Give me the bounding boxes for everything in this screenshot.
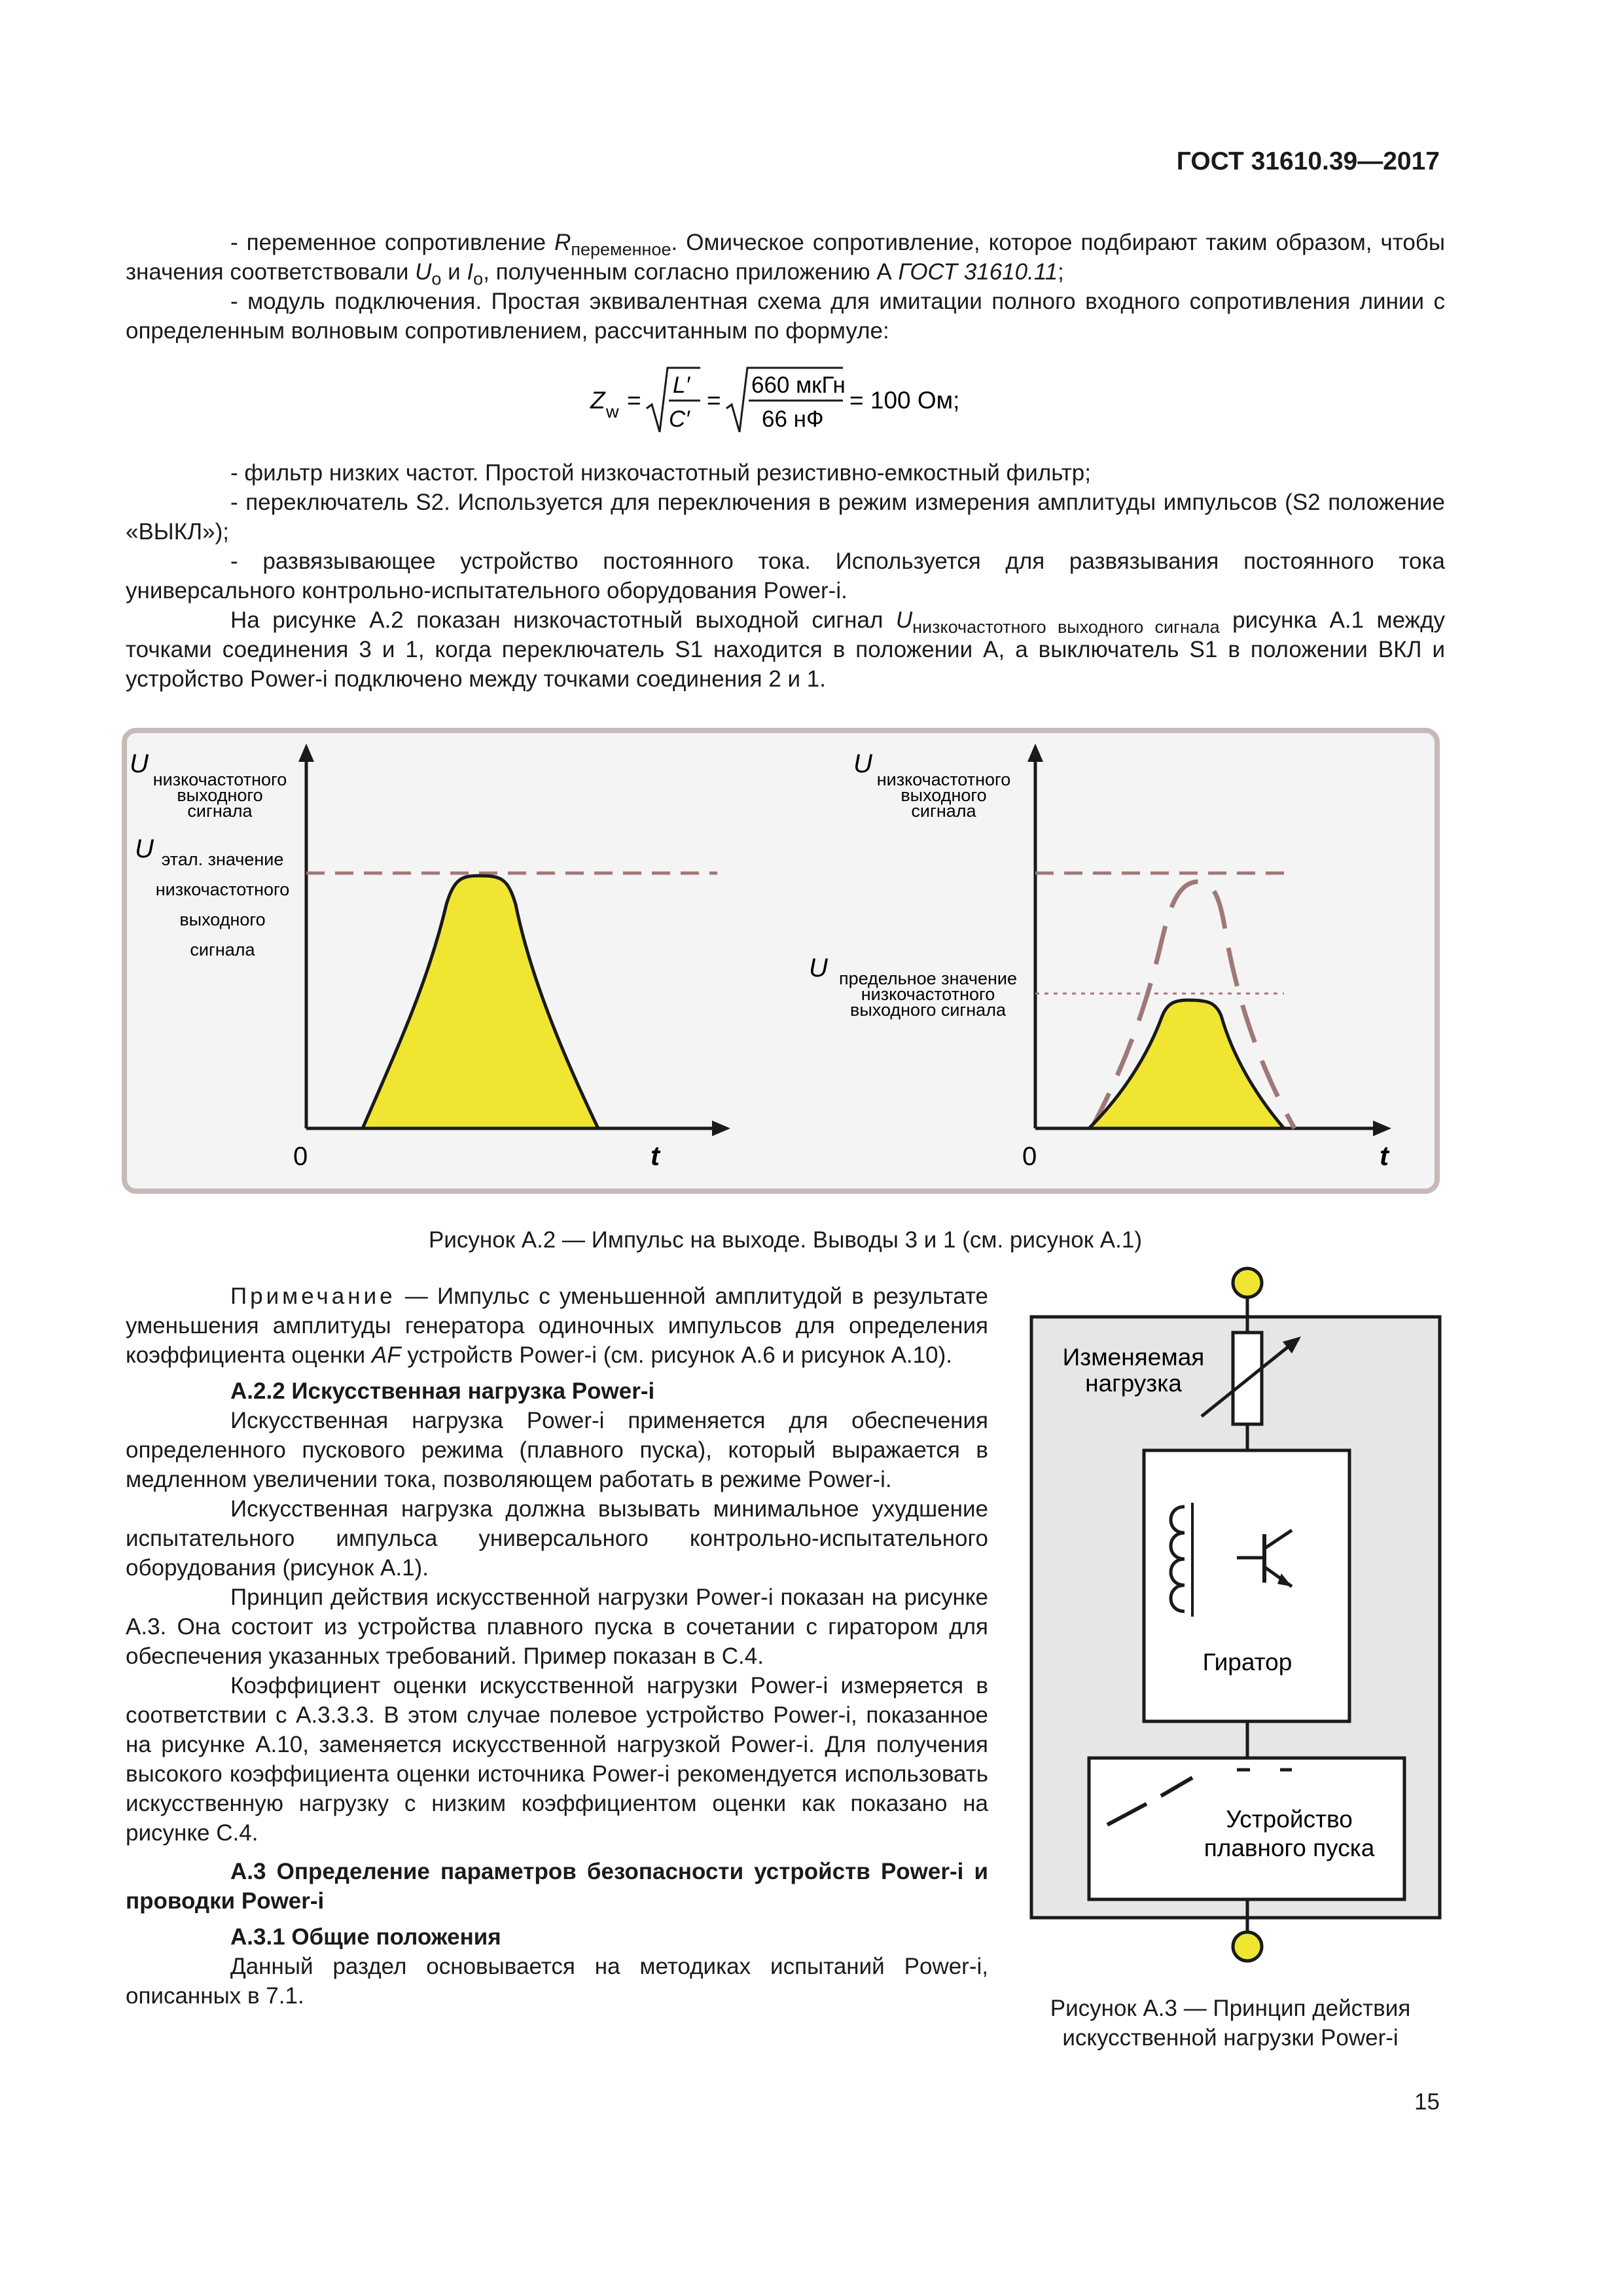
figure-a2: [122, 728, 1440, 1194]
formula-result: = 100 Ом;: [849, 387, 960, 414]
paragraph-lowpass-filter: - фильтр низких частот. Простой низкочастотный резистивно-емкостный фильтр;: [230, 460, 1091, 486]
heading-a31: А.3.1 Общие положения: [230, 1924, 501, 1950]
page-number: 15: [1414, 2089, 1440, 2115]
svg-text:сигнала: сигнала: [190, 940, 255, 960]
svg-text:низкочастотного: низкочастотного: [152, 770, 287, 789]
figure-a3: [1021, 1259, 1453, 1973]
a22-paragraph-2: Искусственная нагрузка должна вызывать минимальное ухудшение испытательного импульса универсального контрольно-испытательного оборудования (рисунок А.1).: [126, 1496, 988, 1581]
intro-text: [126, 228, 1445, 346]
svg-text:U: U: [809, 954, 828, 982]
svg-text:выходного сигнала: выходного сигнала: [850, 1000, 1006, 1020]
svg-text:U: U: [135, 834, 154, 863]
svg-text:низкочастотного: низкочастотного: [876, 770, 1011, 789]
left-column: [126, 1282, 988, 2011]
figure-a3-caption-line-1: Рисунок А.3 — Принцип действия: [1050, 1996, 1411, 2021]
formula-eq-2: =: [707, 387, 721, 414]
svg-text:t: t: [1380, 1140, 1389, 1171]
bottom-terminal-icon: [1233, 1932, 1262, 1961]
formula-denominator: 66 нФ: [762, 406, 824, 432]
svg-text:0: 0: [293, 1142, 308, 1171]
variable-load-label-2: нагрузка: [1085, 1370, 1182, 1397]
formula-z-sub: w: [606, 402, 619, 422]
figure-a3-caption-line-2: искусственной нагрузки Power-i: [1062, 2025, 1399, 2051]
formula-C: C′: [669, 406, 690, 432]
gyrator-box: [1144, 1450, 1349, 1721]
svg-text:выходного: выходного: [179, 910, 266, 929]
a22-paragraph-4: Коэффициент оценки искусственной нагрузки Power-i измеряется в соответствии с А.3.3.3. В этом случае полевое устройство Power-i, показанное на рисунке А.10, заменяется искусственной нагрузкой Power-i. Для получения высокого коэффициента оценки источника Power-i рекомендуется использовать искусственную нагрузку с низким коэффициентом оценки как показано на рисунке С.4.: [126, 1673, 988, 1846]
svg-text:U: U: [853, 749, 872, 778]
svg-text:выходного: выходного: [177, 785, 263, 805]
document-header: ГОСТ 31610.39—2017: [1176, 147, 1440, 175]
paragraph-switch-s2: - переключатель S2. Используется для переключения в режим измерения амплитуды импульсов (S2 положение «ВЫКЛ»);: [126, 490, 1445, 545]
figure-a2-caption: Рисунок А.2 — Импульс на выходе. Выводы 3 и 1 (см. рисунок А.1): [429, 1227, 1142, 1253]
formula-eq: =: [627, 387, 641, 414]
note-paragraph: Примечание — Импульс с уменьшенной амплитудой в результате уменьшения амплитуды генератора одиночных импульсов для определения коэффициента оценки AF устройств Power-i (см. рисунок А.6 и рисунок А.10).: [126, 1283, 988, 1368]
formula-numerator: 660 мкГн: [751, 372, 846, 398]
svg-text:низкочастотного: низкочастотного: [155, 880, 290, 899]
impedance-formula: [576, 359, 995, 444]
soft-start-label-2: плавного пуска: [1204, 1835, 1375, 1861]
svg-text:t: t: [651, 1140, 660, 1171]
svg-text:0: 0: [1022, 1142, 1037, 1171]
a31-paragraph-1: Данный раздел основывается на методиках испытаний Power-i, описанных в 7.1.: [126, 1954, 988, 2009]
svg-text:низкочастотного: низкочастотного: [861, 984, 995, 1004]
heading-a22: А.2.2 Искусственная нагрузка Power-i: [230, 1378, 655, 1404]
a22-paragraph-1: Искусственная нагрузка Power-i применяется для обеспечения определенного пускового режима (плавного пуска), который выражается в медленном увеличении тока, позволяющем работать в режиме Power-i.: [126, 1408, 988, 1492]
paragraph-figure-a2-intro: На рисунке А.2 показан низкочастотный выходной сигнал $U_{низкочастотного выходного сигнала}$ рисунка А.1 между точками соединения 3 и 1, когда переключатель S1 находится в положении А, а выключатель S1 в положении ВКЛ и устройство Power-i подключено между точками соединения 2 и 1.: [126, 607, 1445, 692]
gyrator-label: Гиратор: [1202, 1649, 1293, 1676]
svg-text:выходного: выходного: [901, 785, 987, 805]
svg-text:U: U: [130, 749, 149, 778]
top-terminal-icon: [1233, 1268, 1262, 1297]
a22-paragraph-3: Принцип действия искусственной нагрузки Power-i показан на рисунке А.3. Она состоит из устройства плавного пуска в сочетании с гиратором для обеспечения указанных требований. Пример показан в С.4.: [126, 1585, 988, 1669]
formula-L: L′: [673, 372, 690, 398]
paragraph-connection-module: - модуль подключения. Простая эквивалентная схема для имитации полного входного сопротивления линии с определенным волновым сопротивлением, рассчитанным по формуле:: [126, 289, 1445, 344]
svg-text:этал. значение: этал. значение: [161, 850, 284, 869]
formula-z: Z: [590, 387, 605, 414]
svg-text:сигнала: сигнала: [187, 801, 253, 821]
svg-text:сигнала: сигнала: [911, 801, 976, 821]
paragraph-dc-decoupling: - развязывающее устройство постоянного тока. Используется для развязывания постоянного тока универсального контрольно-испытательного оборудования Power-i.: [126, 548, 1445, 603]
figure-a3-caption: [1001, 1994, 1459, 2053]
svg-text:предельное значение: предельное значение: [838, 969, 1018, 988]
paragraph-variable-resistor: - переменное сопротивление $R_{переменное}$. Омическое сопротивление, которое подбирают таким образом, чтобы значения соответствовали $U_o$ и $I_o$, полученным согласно приложению А ГОСТ 31610.11;: [126, 230, 1445, 289]
soft-start-label-1: Устройство: [1226, 1806, 1353, 1833]
heading-a3: А.3 Определение параметров безопасности устройств Power-i и проводки Power-i: [126, 1859, 988, 1914]
intro-text-2: [126, 458, 1445, 694]
variable-load-label-1: Изменяемая: [1062, 1344, 1205, 1371]
